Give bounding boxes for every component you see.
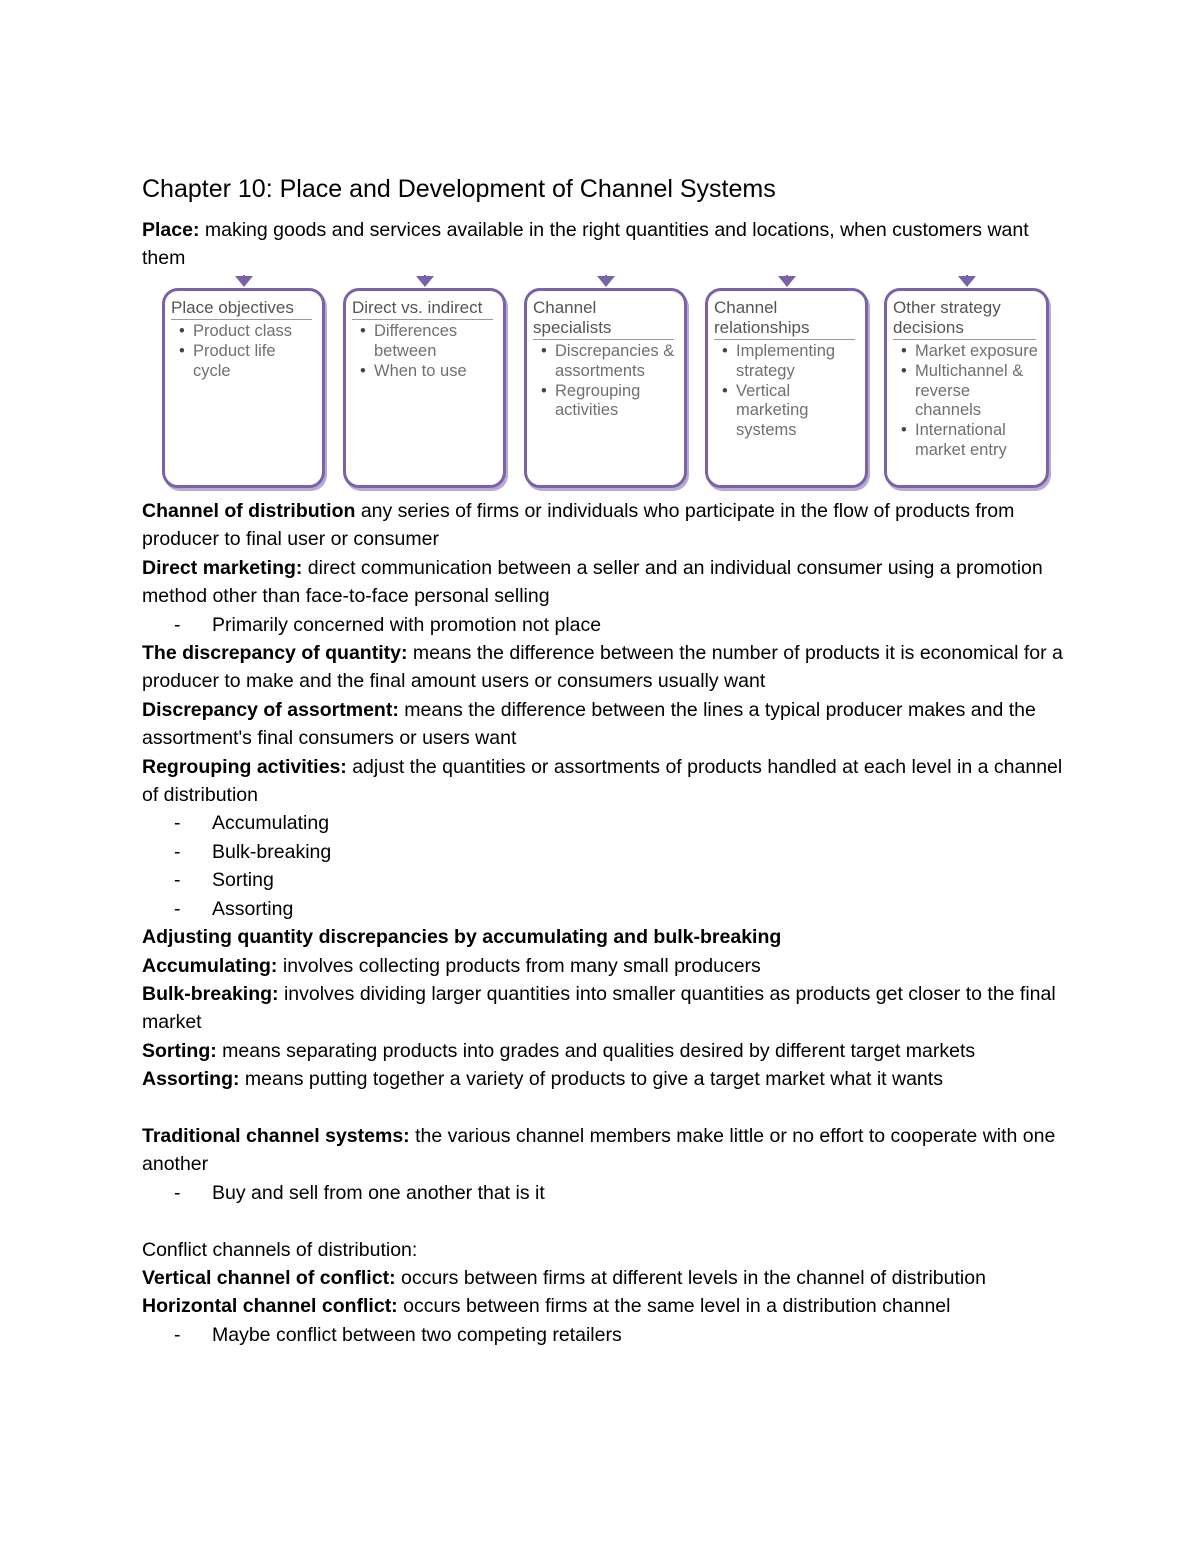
traditional-definition [142, 1122, 1072, 1179]
definition-term: Regrouping activities: [142, 755, 347, 778]
box-item: • Market exposure [901, 342, 1040, 362]
box-list [722, 342, 859, 441]
horizontal-conflict-definition [142, 1292, 1072, 1320]
list-item-text: Bulk-breaking [212, 840, 332, 863]
dash-bullet: - [174, 840, 181, 863]
box-item: • International market entry [901, 421, 1040, 461]
list-item [142, 611, 1072, 639]
discrepancy-quantity-definition [142, 639, 1072, 696]
box-item: • Regrouping activities [541, 382, 678, 422]
diagram-box-other-strategy-decisions [884, 288, 1049, 488]
box-item: • When to use [360, 362, 497, 382]
box-item: • Discrepancies & assortments [541, 342, 678, 382]
blank-line [142, 1094, 1072, 1122]
definition-term: Bulk-breaking: [142, 982, 279, 1005]
sorting-definition [142, 1037, 1072, 1065]
box-list [179, 322, 316, 381]
accumulating-definition [142, 952, 1072, 980]
direct-marketing-definition [142, 554, 1072, 611]
dash-bullet: - [174, 613, 181, 636]
definition-text: means the difference between the lines a typical producer makes and the assortment's final consumers or users want [142, 698, 1036, 750]
diagram-box-channel-relationships [705, 288, 868, 488]
diagram-box-place-objectives [162, 288, 325, 488]
place-definition [142, 216, 1072, 273]
box-heading: Place objectives [171, 298, 312, 320]
discrepancy-assortment-definition [142, 696, 1072, 753]
diagram-box-channel-specialists [524, 288, 687, 488]
box-item: • Differences between [360, 322, 497, 362]
dash-bullet: - [174, 1181, 181, 1204]
dash-bullet: - [174, 897, 181, 920]
list-item-text: Assorting [212, 897, 294, 920]
bulk-breaking-definition [142, 980, 1072, 1037]
list-item [142, 838, 1072, 866]
box-heading: Other strategy decisions [893, 298, 1036, 340]
diagram-box-direct-vs-indirect [343, 288, 506, 488]
definition-text: involves dividing larger quantities into smaller quantities as products get closer to the final market [142, 982, 1056, 1034]
list-item [142, 895, 1072, 923]
blank-line [142, 1207, 1072, 1235]
down-arrow-icon [416, 276, 434, 287]
definition-text: means the difference between the number of products it is economical for a producer to make and the final amount users or consumers usually want [142, 642, 1063, 693]
box-heading: Channel relationships [714, 298, 855, 340]
box-heading: Channel specialists [533, 298, 674, 340]
down-arrow-icon [778, 276, 796, 287]
list-item [142, 1179, 1072, 1207]
definition-text: adjust the quantities or assortments of products handled at each level in a channel of distribution [142, 755, 1063, 807]
definition-text: means separating products into grades and qualities desired by different target markets [216, 1039, 976, 1062]
list-item [142, 866, 1072, 894]
definition-term: Vertical channel of conflict: [142, 1266, 396, 1289]
box-list [901, 342, 1040, 461]
definition-term: Direct marketing: [142, 556, 303, 579]
box-item: • Multichannel & reverse channels [901, 362, 1040, 421]
definition-term: Assorting: [142, 1068, 240, 1091]
box-heading: Direct vs. indirect [352, 298, 493, 320]
place-strategy-diagram [162, 276, 1052, 492]
definition-term: Sorting: [142, 1039, 217, 1062]
section-heading: Adjusting quantity discrepancies by accumulating and bulk-breaking [142, 926, 782, 949]
definition-text: means putting together a variety of products to give a target market what it wants [239, 1068, 943, 1091]
definition-text: the various channel members make little or no effort to cooperate with one another [142, 1124, 1056, 1176]
list-item [142, 1321, 1072, 1349]
dash-bullet: - [174, 1323, 181, 1346]
conflict-heading: Conflict channels of distribution: [142, 1238, 418, 1261]
down-arrow-icon [958, 276, 976, 287]
notes-body [142, 497, 1072, 1349]
assorting-definition [142, 1065, 1072, 1093]
box-list [541, 342, 678, 421]
definition-text: involves collecting products from many small producers [277, 954, 761, 977]
box-item: • Product class [179, 322, 316, 342]
definition-text: occurs between firms at the same level in a distribution channel [397, 1295, 951, 1318]
dash-bullet: - [174, 869, 181, 892]
list-item [142, 809, 1072, 837]
definition-text: occurs between firms at different levels in the channel of distribution [395, 1266, 986, 1289]
definition-text: any series of firms or individuals who participate in the flow of products from producer to final user or consumer [142, 500, 1015, 551]
box-item: • Product life cycle [179, 342, 316, 382]
adjusting-heading [142, 923, 1072, 951]
definition-term: Discrepancy of assortment: [142, 698, 399, 721]
box-item: • Vertical marketing systems [722, 382, 859, 441]
list-item-text: Primarily concerned with promotion not place [212, 613, 602, 636]
box-item: • Implementing strategy [722, 342, 859, 382]
regrouping-definition [142, 753, 1072, 810]
down-arrow-icon [235, 276, 253, 287]
list-item-text: Buy and sell from one another that is it [212, 1181, 545, 1204]
down-arrow-icon [597, 276, 615, 287]
definition-term: Accumulating: [142, 954, 278, 977]
box-list [360, 322, 497, 381]
definition-term: Horizontal channel conflict: [142, 1295, 398, 1318]
definition-term: Traditional channel systems: [142, 1124, 410, 1147]
channel-of-distribution-definition [142, 497, 1072, 554]
vertical-conflict-definition [142, 1264, 1072, 1292]
place-term: Place: [142, 219, 200, 241]
dash-bullet: - [174, 812, 181, 835]
list-item-text: Maybe conflict between two competing retailers [212, 1323, 622, 1346]
definition-term: The discrepancy of quantity: [142, 642, 408, 665]
list-item-text: Sorting [212, 869, 274, 892]
place-text: making goods and services available in the right quantities and locations, when customers want them [142, 219, 1029, 270]
page-title: Chapter 10: Place and Development of Channel Systems [142, 175, 776, 203]
definition-term: Channel of distribution [142, 500, 356, 522]
definition-text: direct communication between a seller and an individual consumer using a promotion method other than face-to-face personal selling [142, 556, 1043, 608]
list-item-text: Accumulating [212, 812, 330, 835]
